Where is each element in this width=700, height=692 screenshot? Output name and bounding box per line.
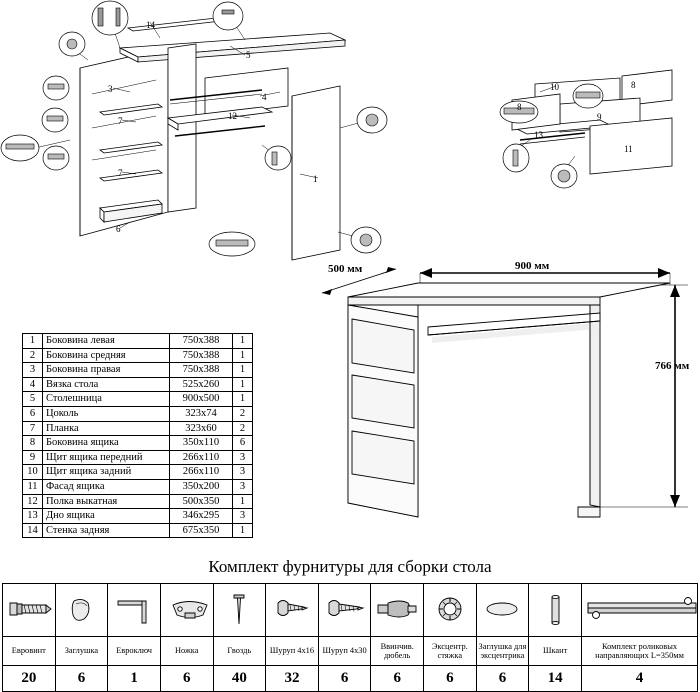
parts-cell-name: Фасад ящика	[43, 479, 170, 494]
hardware-name: Евровинт	[3, 637, 56, 666]
callout-4: 4	[262, 92, 267, 102]
parts-cell-qty: 3	[233, 509, 253, 524]
hardware-name: Гвоздь	[213, 637, 266, 666]
parts-cell-num: 1	[23, 334, 43, 349]
table-row	[23, 377, 253, 392]
hardware-quantity: 14	[529, 666, 582, 692]
parts-cell-qty: 1	[233, 494, 253, 509]
parts-cell-size: 750х388	[170, 363, 233, 378]
table-row	[23, 348, 253, 363]
table-row	[23, 523, 253, 538]
foot-icon	[160, 584, 213, 637]
hardware-name: Эксцентр. стяжка	[424, 637, 477, 666]
parts-cell-qty: 1	[233, 523, 253, 538]
callout-7a: 7	[118, 116, 123, 126]
table-row	[23, 479, 253, 494]
exploded-assembly-diagram	[0, 0, 700, 265]
parts-cell-num: 4	[23, 377, 43, 392]
parts-cell-num: 13	[23, 509, 43, 524]
parts-cell-size: 750х388	[170, 334, 233, 349]
hardware-quantity: 6	[318, 666, 371, 692]
parts-cell-name: Боковина левая	[43, 334, 170, 349]
parts-cell-qty: 2	[233, 421, 253, 436]
parts-cell-size: 525х260	[170, 377, 233, 392]
parts-cell-num: 9	[23, 450, 43, 465]
parts-cell-num: 14	[23, 523, 43, 538]
parts-cell-qty: 1	[233, 334, 253, 349]
parts-cell-qty: 3	[233, 479, 253, 494]
parts-cell-num: 2	[23, 348, 43, 363]
parts-cell-name: Столешница	[43, 392, 170, 407]
parts-cell-name: Дно ящика	[43, 509, 170, 524]
parts-cell-size: 750х388	[170, 348, 233, 363]
parts-cell-num: 7	[23, 421, 43, 436]
hardware-quantity: 6	[160, 666, 213, 692]
hardware-table	[2, 583, 698, 692]
parts-cell-qty: 1	[233, 392, 253, 407]
parts-cell-size: 675х350	[170, 523, 233, 538]
table-row	[23, 450, 253, 465]
parts-table	[22, 333, 253, 538]
parts-cell-name: Полка выкатная	[43, 494, 170, 509]
hardware-title: Комплект фурнитуры для сборки стола	[208, 557, 492, 576]
nail-icon	[213, 584, 266, 637]
table-row	[23, 334, 253, 349]
parts-cell-name: Вязка стола	[43, 377, 170, 392]
callout-1: 1	[313, 174, 318, 184]
callout-10: 10	[550, 82, 559, 92]
parts-cell-num: 11	[23, 479, 43, 494]
callout-8b: 8	[631, 80, 636, 90]
table-row	[23, 392, 253, 407]
callout-3: 3	[108, 84, 113, 94]
callout-9: 9	[597, 112, 602, 122]
parts-cell-size: 500х350	[170, 494, 233, 509]
parts-cell-qty: 3	[233, 465, 253, 480]
parts-cell-num: 10	[23, 465, 43, 480]
hardware-quantity: 6	[476, 666, 529, 692]
hardware-quantity: 40	[213, 666, 266, 692]
hardware-icons-row	[3, 584, 698, 637]
hardware-names-row	[3, 637, 698, 666]
height-dimension-label: 766 мм	[655, 360, 690, 372]
hardware-name: Комплект роликовых направляющих L=350мм	[582, 637, 698, 666]
parts-cell-qty: 1	[233, 363, 253, 378]
parts-cell-size: 346х295	[170, 509, 233, 524]
depth-dimension-label: 500 мм	[328, 263, 363, 275]
table-row	[23, 509, 253, 524]
cam-lock-icon	[424, 584, 477, 637]
parts-cell-name: Щит ящика передний	[43, 450, 170, 465]
callout-6: 6	[116, 224, 121, 234]
width-dimension-label: 900 мм	[515, 260, 550, 272]
parts-cell-size: 323х74	[170, 406, 233, 421]
parts-cell-size: 900х500	[170, 392, 233, 407]
hardware-name: Шуруп 4х16	[266, 637, 319, 666]
parts-cell-name: Боковина средняя	[43, 348, 170, 363]
hardware-name: Шкант	[529, 637, 582, 666]
callout-7b: 7	[118, 168, 123, 178]
callout-8a: 8	[517, 102, 522, 112]
table-row	[23, 406, 253, 421]
hardware-quantities-row	[3, 666, 698, 692]
drawer-slide-icon	[582, 584, 698, 637]
callout-13: 13	[534, 130, 543, 140]
hardware-quantity: 32	[266, 666, 319, 692]
dimensioned-desk-view	[300, 255, 700, 560]
parts-cell-qty: 3	[233, 450, 253, 465]
parts-cell-qty: 1	[233, 348, 253, 363]
hardware-quantity: 20	[3, 666, 56, 692]
parts-cell-size: 266х110	[170, 450, 233, 465]
parts-cell-name: Стенка задняя	[43, 523, 170, 538]
parts-cell-name: Цоколь	[43, 406, 170, 421]
parts-cell-name: Щит ящика задний	[43, 465, 170, 480]
cap-icon	[55, 584, 108, 637]
parts-cell-name: Планка	[43, 421, 170, 436]
hardware-name: Заглушка для эксцентрика	[476, 637, 529, 666]
dowel-icon	[529, 584, 582, 637]
parts-cell-num: 12	[23, 494, 43, 509]
table-row	[23, 421, 253, 436]
parts-cell-size: 323х60	[170, 421, 233, 436]
table-row	[23, 465, 253, 480]
hardware-name: Заглушка	[55, 637, 108, 666]
parts-cell-size: 266х110	[170, 465, 233, 480]
parts-cell-size: 350х200	[170, 479, 233, 494]
parts-cell-qty: 6	[233, 436, 253, 451]
parts-cell-qty: 1	[233, 377, 253, 392]
hardware-quantity: 1	[108, 666, 161, 692]
cam-cap-icon	[476, 584, 529, 637]
eurobolt-icon	[3, 584, 56, 637]
callout-12: 12	[228, 111, 237, 121]
parts-cell-num: 3	[23, 363, 43, 378]
hardware-quantity: 6	[424, 666, 477, 692]
hardware-name: Евроключ	[108, 637, 161, 666]
parts-cell-size: 350х110	[170, 436, 233, 451]
parts-cell-name: Боковина правая	[43, 363, 170, 378]
screw-4x16-icon	[266, 584, 319, 637]
screw-4x30-icon	[318, 584, 371, 637]
callout-14: 14	[146, 20, 155, 30]
parts-cell-num: 5	[23, 392, 43, 407]
table-row	[23, 436, 253, 451]
parts-cell-num: 8	[23, 436, 43, 451]
table-row	[23, 494, 253, 509]
hardware-quantity: 6	[371, 666, 424, 692]
hardware-name: Ввинчив. дюбель	[371, 637, 424, 666]
dowel-screw-icon	[371, 584, 424, 637]
hardware-name: Ножка	[160, 637, 213, 666]
parts-cell-name: Боковина ящика	[43, 436, 170, 451]
parts-cell-qty: 2	[233, 406, 253, 421]
callout-5: 5	[246, 50, 251, 60]
parts-cell-num: 6	[23, 406, 43, 421]
hardware-quantity: 4	[582, 666, 698, 692]
eurokey-icon	[108, 584, 161, 637]
callout-11: 11	[624, 144, 633, 154]
hardware-quantity: 6	[55, 666, 108, 692]
table-row	[23, 363, 253, 378]
hardware-name: Шуруп 4х30	[318, 637, 371, 666]
